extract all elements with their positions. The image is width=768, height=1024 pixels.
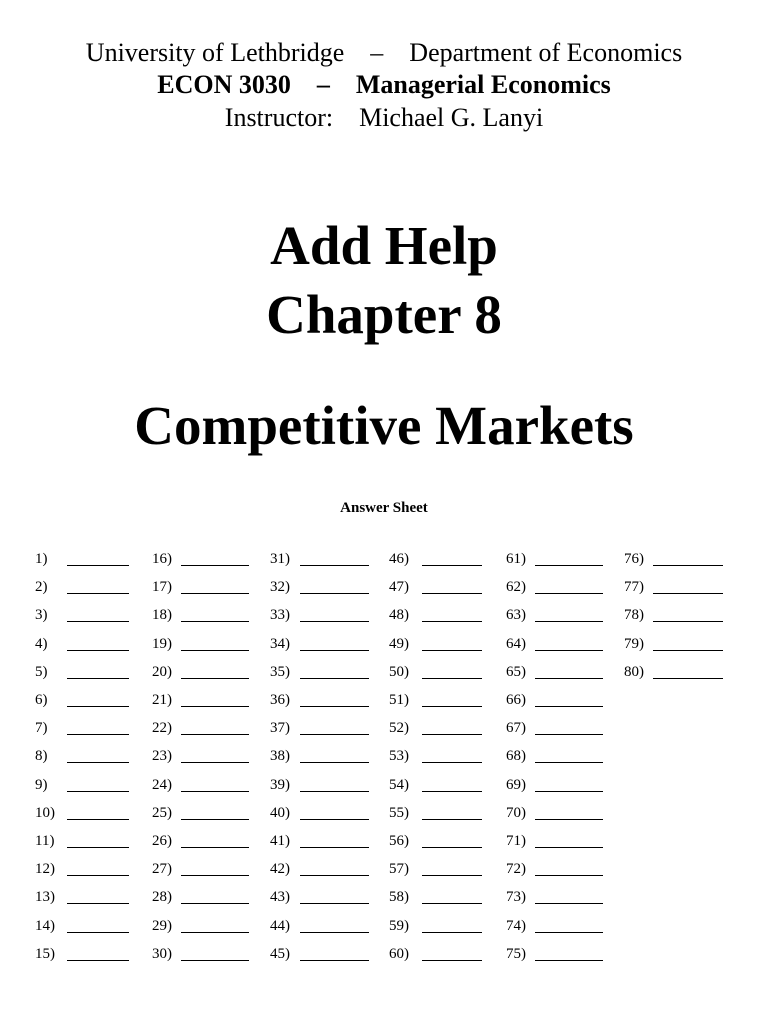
answer-blank-line	[422, 791, 482, 792]
answer-blank-line	[653, 621, 723, 622]
answer-blank-line	[535, 847, 603, 848]
question-number: 27)	[152, 861, 172, 878]
question-number: 14)	[35, 917, 55, 934]
answer-blank-line	[181, 762, 249, 763]
question-number: 48)	[389, 607, 409, 624]
answer-blank-line	[300, 847, 369, 848]
answer-blank-line	[181, 960, 249, 961]
question-number: 61)	[506, 551, 526, 567]
question-number: 20)	[152, 663, 172, 680]
answer-blank-line	[67, 678, 129, 679]
answer-blank-line	[422, 960, 482, 961]
question-number: 49)	[389, 635, 409, 652]
question-number: 43)	[270, 889, 290, 906]
question-number: 5)	[35, 663, 48, 680]
question-number: 30)	[152, 945, 172, 962]
answer-blank-line	[67, 932, 129, 933]
question-number: 13)	[35, 889, 55, 906]
question-number: 22)	[152, 720, 172, 737]
answer-blank-line	[67, 734, 129, 735]
question-number: 76)	[624, 551, 644, 567]
question-number: 44)	[270, 917, 290, 934]
answer-blank-line	[653, 565, 723, 566]
answer-blank-line	[422, 678, 482, 679]
question-number: 69)	[506, 776, 526, 793]
answer-blank-line	[181, 791, 249, 792]
answer-blank-line	[422, 734, 482, 735]
question-number: 32)	[270, 579, 290, 596]
answer-blank-line	[653, 650, 723, 651]
question-number: 50)	[389, 663, 409, 680]
question-number: 59)	[389, 917, 409, 934]
question-number: 40)	[270, 804, 290, 821]
answer-blank-line	[181, 706, 249, 707]
answer-blank-line	[300, 706, 369, 707]
question-number: 71)	[506, 833, 526, 849]
question-number: 34)	[270, 635, 290, 652]
answer-blank-line	[422, 819, 482, 820]
question-number: 8)	[35, 748, 48, 765]
question-number: 52)	[389, 720, 409, 737]
answer-blank-line	[535, 762, 603, 763]
answer-blank-line	[535, 734, 603, 735]
answer-blank-line	[181, 621, 249, 622]
answer-blank-line	[67, 565, 129, 566]
question-number: 36)	[270, 692, 290, 708]
question-number: 78)	[624, 607, 644, 624]
answer-blank-line	[300, 875, 369, 876]
question-number: 10)	[35, 804, 55, 821]
question-number: 37)	[270, 720, 290, 737]
answer-sheet-heading: Answer Sheet	[340, 500, 428, 516]
question-number: 29)	[152, 917, 172, 934]
answer-blank-line	[300, 678, 369, 679]
answer-blank-line	[653, 593, 723, 594]
question-number: 38)	[270, 748, 290, 765]
answer-blank-line	[181, 650, 249, 651]
answer-blank-line	[300, 621, 369, 622]
question-number: 73)	[506, 889, 526, 906]
question-number: 70)	[506, 804, 526, 821]
question-number: 62)	[506, 579, 526, 596]
question-number: 60)	[389, 945, 409, 962]
question-number: 39)	[270, 776, 290, 793]
question-number: 4)	[35, 635, 48, 652]
question-number: 68)	[506, 748, 526, 765]
question-number: 67)	[506, 720, 526, 737]
document-title-line1: Add Help	[270, 215, 498, 276]
answer-blank-line	[67, 650, 129, 651]
answer-blank-line	[300, 565, 369, 566]
document-title-chapter: Chapter 8	[266, 284, 502, 345]
answer-blank-line	[181, 565, 249, 566]
question-number: 25)	[152, 804, 172, 821]
question-number: 77)	[624, 579, 644, 596]
answer-blank-line	[300, 791, 369, 792]
question-number: 75)	[506, 945, 526, 962]
question-number: 56)	[389, 833, 409, 849]
question-number: 31)	[270, 551, 290, 567]
answer-blank-line	[181, 932, 249, 933]
answer-blank-line	[300, 593, 369, 594]
answer-blank-line	[181, 875, 249, 876]
answer-blank-line	[653, 678, 723, 679]
answer-blank-line	[535, 932, 603, 933]
question-number: 26)	[152, 833, 172, 849]
question-number: 45)	[270, 945, 290, 962]
answer-blank-line	[181, 819, 249, 820]
answer-blank-line	[535, 875, 603, 876]
question-number: 18)	[152, 607, 172, 624]
answer-blank-line	[422, 903, 482, 904]
document-title-topic: Competitive Markets	[134, 395, 634, 456]
question-number: 41)	[270, 833, 290, 849]
answer-blank-line	[422, 706, 482, 707]
answer-blank-line	[181, 734, 249, 735]
header-university-department: University of Lethbridge – Department of Economics	[85, 38, 683, 67]
question-number: 79)	[624, 635, 644, 652]
question-number: 1)	[35, 551, 48, 567]
question-number: 15)	[35, 945, 55, 962]
answer-blank-line	[67, 593, 129, 594]
answer-blank-line	[300, 960, 369, 961]
answer-blank-line	[535, 706, 603, 707]
answer-blank-line	[535, 960, 603, 961]
answer-blank-line	[67, 762, 129, 763]
question-number: 54)	[389, 776, 409, 793]
question-number: 74)	[506, 917, 526, 934]
answer-blank-line	[535, 678, 603, 679]
question-number: 72)	[506, 861, 526, 878]
answer-blank-line	[300, 762, 369, 763]
question-number: 66)	[506, 692, 526, 708]
answer-blank-line	[181, 593, 249, 594]
answer-blank-line	[67, 903, 129, 904]
answer-blank-line	[67, 819, 129, 820]
question-number: 47)	[389, 579, 409, 596]
answer-blank-line	[422, 875, 482, 876]
question-number: 21)	[152, 692, 172, 708]
answer-blank-line	[422, 932, 482, 933]
question-number: 11)	[35, 833, 55, 849]
answer-blank-line	[535, 791, 603, 792]
header-course-title: ECON 3030 – Managerial Economics	[157, 70, 611, 99]
answer-blank-line	[422, 847, 482, 848]
question-number: 42)	[270, 861, 290, 878]
question-number: 63)	[506, 607, 526, 624]
question-number: 2)	[35, 579, 48, 596]
question-number: 24)	[152, 776, 172, 793]
answer-blank-line	[67, 960, 129, 961]
answer-blank-line	[422, 621, 482, 622]
answer-blank-line	[67, 847, 129, 848]
header-instructor: Instructor: Michael G. Lanyi	[224, 103, 544, 132]
answer-blank-line	[181, 903, 249, 904]
question-number: 57)	[389, 861, 409, 878]
question-number: 53)	[389, 748, 409, 765]
answer-blank-line	[422, 762, 482, 763]
answer-blank-line	[535, 621, 603, 622]
answer-blank-line	[67, 875, 129, 876]
question-number: 6)	[35, 692, 48, 708]
question-number: 80)	[624, 663, 644, 680]
answer-blank-line	[181, 847, 249, 848]
answer-blank-line	[67, 621, 129, 622]
question-number: 9)	[35, 776, 48, 793]
answer-blank-line	[535, 903, 603, 904]
answer-blank-line	[535, 819, 603, 820]
question-number: 7)	[35, 720, 48, 737]
answer-blank-line	[422, 565, 482, 566]
answer-blank-line	[181, 678, 249, 679]
question-number: 28)	[152, 889, 172, 906]
question-number: 17)	[152, 579, 172, 596]
question-number: 33)	[270, 607, 290, 624]
question-number: 64)	[506, 635, 526, 652]
answer-blank-line	[300, 819, 369, 820]
question-number: 51)	[389, 692, 409, 708]
answer-blank-line	[422, 650, 482, 651]
answer-blank-line	[67, 706, 129, 707]
question-number: 58)	[389, 889, 409, 906]
question-number: 19)	[152, 635, 172, 652]
answer-blank-line	[300, 903, 369, 904]
question-number: 16)	[152, 551, 172, 567]
question-number: 55)	[389, 804, 409, 821]
question-number: 23)	[152, 748, 172, 765]
answer-blank-line	[422, 593, 482, 594]
answer-blank-line	[300, 734, 369, 735]
question-number: 3)	[35, 607, 48, 624]
answer-blank-line	[300, 932, 369, 933]
answer-blank-line	[67, 791, 129, 792]
answer-blank-line	[535, 565, 603, 566]
question-number: 46)	[389, 551, 409, 567]
question-number: 12)	[35, 861, 55, 878]
answer-blank-line	[535, 650, 603, 651]
answer-blank-line	[535, 593, 603, 594]
question-number: 35)	[270, 663, 290, 680]
question-number: 65)	[506, 663, 526, 680]
answer-blank-line	[300, 650, 369, 651]
